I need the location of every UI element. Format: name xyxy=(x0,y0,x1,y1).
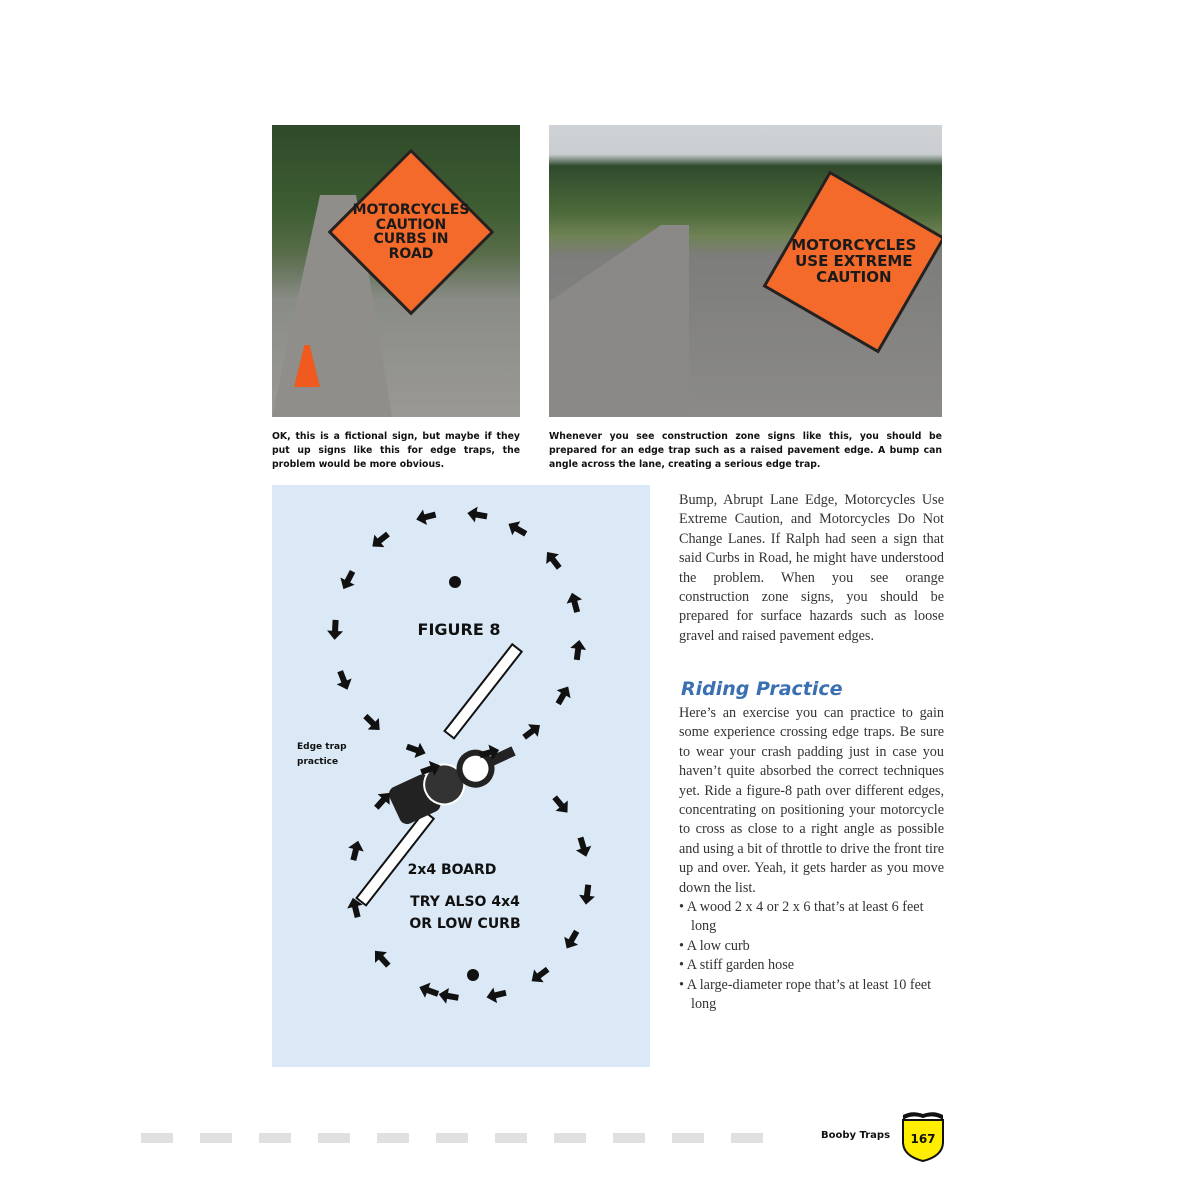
direction-arrow-icon xyxy=(360,710,385,735)
direction-arrow-icon xyxy=(327,620,344,641)
direction-arrow-icon xyxy=(346,839,366,862)
edge-list xyxy=(679,898,944,1014)
footer-dash xyxy=(613,1133,645,1143)
footer-dash xyxy=(731,1133,763,1143)
top-center-dot xyxy=(449,576,461,588)
caption-right: Whenever you see construction zone signs like this, you should be prepared for an edge trap such as a raised pavement edge. A bump can angle across the lane, creating a serious edge trap. xyxy=(549,431,942,470)
direction-arrow-icon xyxy=(548,792,573,818)
alt-label: OR LOW CURB xyxy=(409,916,521,932)
alt-label: TRY ALSO 4x4 xyxy=(410,894,520,910)
direction-arrow-icon xyxy=(564,591,585,614)
direction-arrow-icon xyxy=(404,739,428,761)
footer-dash xyxy=(318,1133,350,1143)
direction-arrow-icon xyxy=(417,980,441,1002)
photo-extreme-caution-sign xyxy=(549,125,942,417)
footer-dash xyxy=(259,1133,291,1143)
footer-dash xyxy=(554,1133,586,1143)
side-label: practice xyxy=(297,757,339,767)
figure-title: FIGURE 8 xyxy=(417,620,501,639)
side-label: Edge trap xyxy=(297,742,347,752)
body-text xyxy=(679,704,944,1015)
direction-arrow-icon xyxy=(527,963,553,988)
direction-arrow-icon xyxy=(560,927,584,952)
direction-arrow-icon xyxy=(369,945,394,971)
board-label: 2x4 BOARD xyxy=(407,862,497,878)
figure-8-diagram xyxy=(272,485,650,1067)
list-item: • A low curb xyxy=(679,937,750,954)
footer-section-title: Booby Traps xyxy=(821,1130,891,1141)
direction-arrow-icon xyxy=(437,986,459,1005)
board-upper xyxy=(445,644,522,738)
footer-dash xyxy=(436,1133,468,1143)
page-number-badge xyxy=(900,1112,946,1162)
direction-arrow-icon xyxy=(519,719,545,744)
footer-dash xyxy=(377,1133,409,1143)
footer-dash xyxy=(200,1133,232,1143)
direction-arrow-icon xyxy=(551,682,575,707)
direction-arrow-icon xyxy=(485,985,508,1005)
direction-arrow-icon xyxy=(541,547,566,573)
direction-arrow-icon xyxy=(367,528,393,553)
direction-arrow-icon xyxy=(504,517,529,541)
bottom-center-dot xyxy=(467,969,479,981)
footer-dash xyxy=(141,1133,173,1143)
direction-arrow-icon xyxy=(336,568,359,593)
direction-arrow-icon xyxy=(466,505,488,524)
road xyxy=(549,225,689,417)
direction-arrow-icon xyxy=(573,835,594,859)
direction-arrow-icon xyxy=(578,884,596,906)
sign-curbs-in-road: MOTORCYCLES CAUTION CURBS IN ROAD xyxy=(328,149,495,316)
footer-dash xyxy=(495,1133,527,1143)
sign-use-extreme-caution: MOTORCYCLES USE EXTREME CAUTION xyxy=(762,170,942,353)
list-item: • A large-diameter rope that’s at least 10 feet long xyxy=(679,976,932,1013)
direction-arrow-icon xyxy=(414,507,437,527)
list-item: • A stiff garden hose xyxy=(679,957,795,974)
caption-left: OK, this is a fictional sign, but maybe if they put up signs like this for edge traps, the problem would be more obvious. xyxy=(272,431,520,470)
body-paragraph: Here’s an exercise you can practice to gain some experience crossing edge traps. Be sure to wear your crash padding just in case you haven’t quite absorbed the correct techniques yet. Ride a figure-8 path over different edges, concentrating on positioning your motorcycle to cross as close to a right angle as possible and using a bit of throttle to drive the front tire up and over. Yeah, it gets harder as you move down the list. xyxy=(679,705,944,896)
list-item: • A wood 2 x 4 or 2 x 6 that’s at least 6 feet long xyxy=(679,899,924,935)
body-paragraph: Bump, Abrupt Lane Edge, Motorcycles Use Extreme Caution, and Motorcycles Do Not Change Lanes. If Ralph had seen a sign that said Curbs in Road, he might have understood the problem. When you see orange construction zone signs, you should be prepared for surface hazards such as loose gravel and raised pavement edges. xyxy=(679,492,944,644)
board-lower xyxy=(357,811,434,905)
section-heading: Riding Practice xyxy=(681,678,843,700)
direction-arrow-icon xyxy=(333,668,355,692)
photo-curbs-sign xyxy=(272,125,520,417)
page-number: 167 xyxy=(910,1132,936,1146)
footer-dash xyxy=(672,1133,704,1143)
direction-arrow-icon xyxy=(569,639,587,661)
